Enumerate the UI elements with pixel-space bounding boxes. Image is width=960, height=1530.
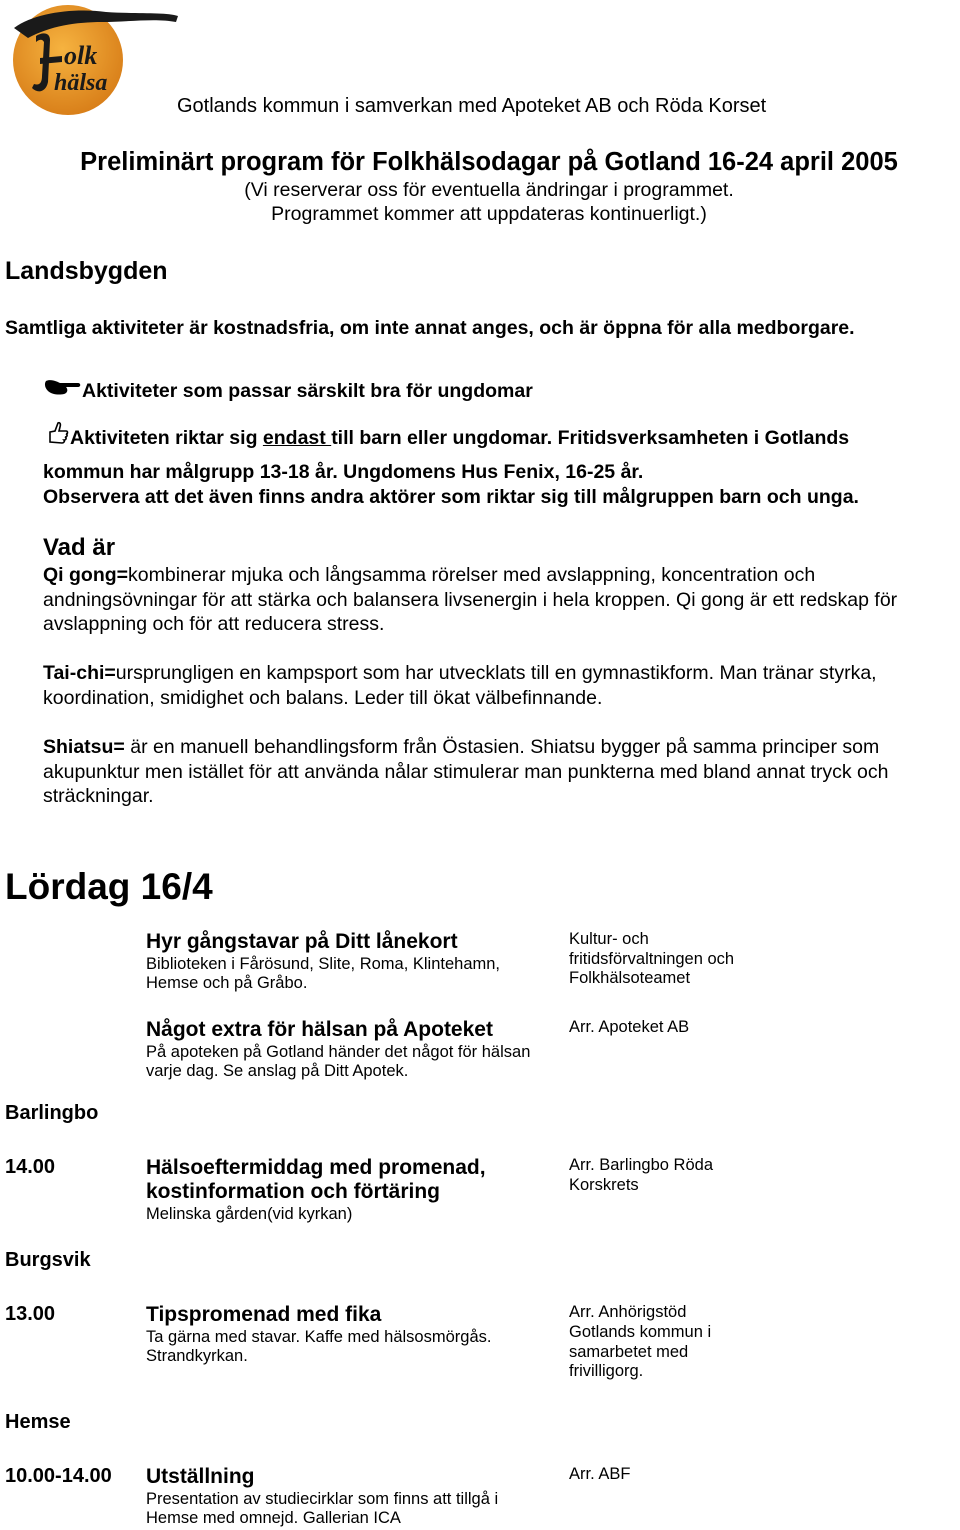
definition-text: är en manuell behandlingsform från Östasien. Shiatsu bygger på samma principer som akupunktur men istället för att använda nålar stimulerar man punkterna med bland annat tryck och sträckningar. — [43, 736, 889, 807]
place-heading: Burgsvik — [5, 1249, 91, 1271]
event-title: Hälsoeftermiddag med promenad, — [146, 1156, 486, 1179]
event-desc: Ta gärna med stavar. Kaffe med hälsosmörgås. — [146, 1328, 492, 1346]
event-desc: Biblioteken i Fårösund, Slite, Roma, Klintehamn, — [146, 955, 501, 973]
legend-youth — [44, 377, 533, 405]
event-desc: Melinska gården(vid kyrkan) — [146, 1205, 353, 1223]
free-activities-note: Samtliga aktiviteter är kostnadsfria, om inte annat anges, och är öppna för alla medborgare. — [5, 317, 855, 339]
page-title: Preliminärt program för Folkhälsodagar på Gotland 16-24 april 2005 — [80, 148, 898, 176]
event-organizer: samarbetet med — [569, 1343, 689, 1361]
legend-only-after: till barn eller ungdomar. Fritidsverksamheten i Gotlands — [331, 427, 850, 449]
definitions-heading: Vad är — [43, 534, 116, 561]
legend-youth-text: Aktiviteter som passar särskilt bra för ungdomar — [82, 380, 533, 402]
event-organizer: Gotlands kommun i — [569, 1323, 712, 1341]
event-desc: Strandkyrkan. — [146, 1347, 248, 1365]
place-heading: Hemse — [5, 1411, 71, 1433]
event-desc: Hemse och på Gråbo. — [146, 974, 308, 992]
event-title: kostinformation och förtäring — [146, 1180, 440, 1203]
event-organizer: Kultur- och — [569, 930, 649, 948]
legend-only-before: Aktiviteten riktar sig — [70, 427, 263, 449]
definition-term: Tai-chi= — [43, 662, 116, 684]
day-heading: Lördag 16/4 — [5, 866, 213, 907]
logo-graphic — [6, 2, 180, 118]
logo-text-olk: olk — [64, 41, 98, 70]
event-organizer: frivilligorg. — [569, 1362, 644, 1380]
event-desc: Hemse med omnejd. Gallerian ICA — [146, 1509, 401, 1527]
legend-only-underlined: endast — [262, 427, 332, 449]
event-title: Utställning — [146, 1465, 255, 1488]
event-organizer: Arr. Anhörigstöd — [569, 1303, 687, 1321]
event-organizer: Arr. ABF — [569, 1465, 631, 1483]
event-time: 14.00 — [5, 1156, 56, 1178]
event-time: 10.00-14.00 — [5, 1465, 112, 1487]
place-heading: Barlingbo — [5, 1102, 99, 1124]
definition-shiatsu — [43, 735, 960, 809]
event-desc: varje dag. Se anslag på Ditt Apotek. — [146, 1062, 409, 1080]
logo-text-halsa: hälsa — [54, 70, 108, 96]
event-desc: Presentation av studiecirklar som finns att tillgå i — [146, 1490, 499, 1508]
region-heading: Landsbygden — [5, 257, 168, 285]
legend-only — [44, 420, 849, 452]
event-organizer: Folkhälsoteamet — [569, 969, 691, 987]
event-organizer: fritidsförvaltningen och — [569, 950, 735, 968]
event-title: Hyr gångstavar på Ditt lånekort — [146, 930, 458, 953]
legend-only-line2: kommun har målgrupp 13-18 år. Ungdomens Hus Fenix, 16-25 år. — [43, 461, 644, 483]
definition-term: Qi gong= — [43, 564, 129, 586]
reservation-note-line2: Programmet kommer att uppdateras kontinuerligt.) — [271, 203, 707, 225]
observe-note: Observera att det även finns andra aktörer som riktar sig till målgruppen barn och unga. — [43, 486, 859, 508]
reservation-note-line1: (Vi reserverar oss för eventuella ändringar i programmet. — [244, 179, 734, 201]
definition-text: kombinerar mjuka och långsamma rörelser med avslappning, koncentration och andningsövningar för att stärka och balansera livsenergin i hela kroppen. Qi gong är ett redskap för avslappning och för att reducera stress. — [43, 564, 898, 635]
thumb-hand-icon — [44, 420, 70, 452]
pointing-hand-icon — [44, 377, 82, 405]
event-organizer: Arr. Barlingbo Röda — [569, 1156, 713, 1174]
definition-qigong — [43, 563, 960, 637]
event-organizer: Arr. Apoteket AB — [569, 1018, 690, 1036]
event-title: Något extra för hälsan på Apoteket — [146, 1018, 493, 1041]
event-time: 13.00 — [5, 1303, 56, 1325]
event-title: Tipspromenad med fika — [146, 1303, 382, 1326]
definition-text: ursprungligen en kampsport som har utvecklats till en gymnastikform. Man tränar styrka, koordination, smidighet och balans. Leder till ökat välbefinnande. — [43, 662, 877, 709]
event-organizer: Korskrets — [569, 1176, 639, 1194]
definition-term: Shiatsu= — [43, 736, 131, 758]
folkhalsa-logo — [6, 2, 180, 118]
definition-taichi — [43, 661, 960, 710]
organizers-line: Gotlands kommun i samverkan med Apoteket AB och Röda Korset — [177, 95, 767, 117]
event-desc: På apoteken på Gotland händer det något för hälsan — [146, 1043, 531, 1061]
